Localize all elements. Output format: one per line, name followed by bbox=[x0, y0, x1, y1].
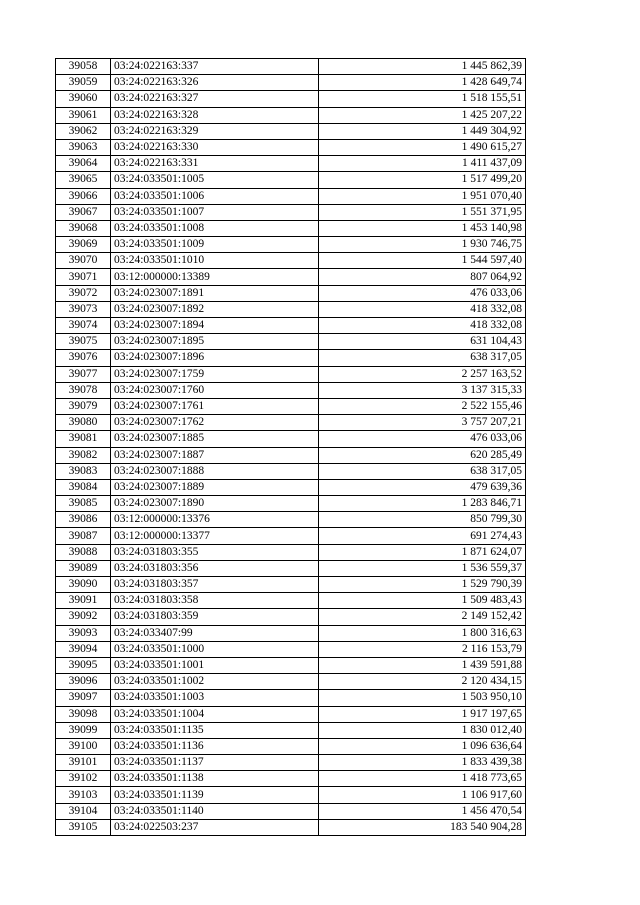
table-row bbox=[56, 366, 526, 382]
table-row bbox=[56, 156, 526, 172]
table-row bbox=[56, 107, 526, 123]
cadastral-value-cell: 1 096 636,64 bbox=[319, 738, 526, 754]
cadastral-value-cell: 3 757 207,21 bbox=[319, 415, 526, 431]
row-number-cell: 39084 bbox=[56, 479, 111, 495]
table-row bbox=[56, 139, 526, 155]
table-row bbox=[56, 690, 526, 706]
table-row bbox=[56, 819, 526, 835]
table-row bbox=[56, 301, 526, 317]
row-number-cell: 39065 bbox=[56, 172, 111, 188]
cadastral-number-cell: 03:24:033501:1001 bbox=[111, 657, 319, 673]
cadastral-number-cell: 03:12:000000:13376 bbox=[111, 512, 319, 528]
cadastral-value-cell: 1 833 439,38 bbox=[319, 755, 526, 771]
table-row bbox=[56, 771, 526, 787]
cadastral-value-cell: 1 425 207,22 bbox=[319, 107, 526, 123]
table-row bbox=[56, 787, 526, 803]
row-number-cell: 39088 bbox=[56, 544, 111, 560]
cadastral-number-cell: 03:24:031803:355 bbox=[111, 544, 319, 560]
cadastral-number-cell: 03:24:033501:1135 bbox=[111, 722, 319, 738]
cadastral-value-cell: 691 274,43 bbox=[319, 528, 526, 544]
row-number-cell: 39060 bbox=[56, 91, 111, 107]
cadastral-number-cell: 03:24:033501:1000 bbox=[111, 641, 319, 657]
table-row bbox=[56, 334, 526, 350]
cadastral-number-cell: 03:24:022163:337 bbox=[111, 59, 319, 75]
cadastral-value-cell: 1 418 773,65 bbox=[319, 771, 526, 787]
cadastral-value-cell: 807 064,92 bbox=[319, 269, 526, 285]
cadastral-number-cell: 03:24:023007:1895 bbox=[111, 334, 319, 350]
table-row bbox=[56, 253, 526, 269]
table-row bbox=[56, 59, 526, 75]
table-row bbox=[56, 91, 526, 107]
row-number-cell: 39096 bbox=[56, 674, 111, 690]
cadastral-number-cell: 03:24:022163:326 bbox=[111, 75, 319, 91]
cadastral-number-cell: 03:24:023007:1894 bbox=[111, 318, 319, 334]
cadastral-value-cell: 1 453 140,98 bbox=[319, 220, 526, 236]
row-number-cell: 39085 bbox=[56, 496, 111, 512]
cadastral-number-cell: 03:24:023007:1762 bbox=[111, 415, 319, 431]
table-row bbox=[56, 496, 526, 512]
cadastral-value-cell: 1 930 746,75 bbox=[319, 237, 526, 253]
cadastral-number-cell: 03:24:023007:1896 bbox=[111, 350, 319, 366]
row-number-cell: 39091 bbox=[56, 593, 111, 609]
table-row bbox=[56, 75, 526, 91]
table-row bbox=[56, 285, 526, 301]
cadastral-value-cell: 418 332,08 bbox=[319, 301, 526, 317]
cadastral-value-cell: 479 639,36 bbox=[319, 479, 526, 495]
row-number-cell: 39063 bbox=[56, 139, 111, 155]
cadastral-value-cell: 2 120 434,15 bbox=[319, 674, 526, 690]
cadastral-value-cell: 1 800 316,63 bbox=[319, 625, 526, 641]
cadastral-value-cell: 1 428 649,74 bbox=[319, 75, 526, 91]
table-row bbox=[56, 382, 526, 398]
table-row bbox=[56, 237, 526, 253]
cadastral-value-cell: 183 540 904,28 bbox=[319, 819, 526, 835]
table-row bbox=[56, 479, 526, 495]
cadastral-number-cell: 03:24:031803:358 bbox=[111, 593, 319, 609]
table-row bbox=[56, 528, 526, 544]
row-number-cell: 39102 bbox=[56, 771, 111, 787]
row-number-cell: 39080 bbox=[56, 415, 111, 431]
row-number-cell: 39070 bbox=[56, 253, 111, 269]
cadastral-value-cell: 1 439 591,88 bbox=[319, 657, 526, 673]
row-number-cell: 39067 bbox=[56, 204, 111, 220]
row-number-cell: 39058 bbox=[56, 59, 111, 75]
cadastral-value-table bbox=[55, 58, 526, 836]
row-number-cell: 39083 bbox=[56, 463, 111, 479]
row-number-cell: 39100 bbox=[56, 738, 111, 754]
table-row bbox=[56, 398, 526, 414]
cadastral-value-cell: 1 536 559,37 bbox=[319, 560, 526, 576]
row-number-cell: 39082 bbox=[56, 447, 111, 463]
table-row bbox=[56, 318, 526, 334]
row-number-cell: 39064 bbox=[56, 156, 111, 172]
cadastral-number-cell: 03:24:022163:327 bbox=[111, 91, 319, 107]
row-number-cell: 39087 bbox=[56, 528, 111, 544]
cadastral-value-cell: 3 137 315,33 bbox=[319, 382, 526, 398]
cadastral-number-cell: 03:24:033501:1004 bbox=[111, 706, 319, 722]
cadastral-number-cell: 03:24:023007:1888 bbox=[111, 463, 319, 479]
table-row bbox=[56, 544, 526, 560]
row-number-cell: 39099 bbox=[56, 722, 111, 738]
cadastral-number-cell: 03:24:033501:1136 bbox=[111, 738, 319, 754]
table-row bbox=[56, 415, 526, 431]
cadastral-number-cell: 03:24:033501:1010 bbox=[111, 253, 319, 269]
cadastral-number-cell: 03:24:033501:1138 bbox=[111, 771, 319, 787]
table-row bbox=[56, 722, 526, 738]
cadastral-number-cell: 03:24:033501:1005 bbox=[111, 172, 319, 188]
cadastral-number-cell: 03:24:033501:1007 bbox=[111, 204, 319, 220]
row-number-cell: 39097 bbox=[56, 690, 111, 706]
row-number-cell: 39079 bbox=[56, 398, 111, 414]
cadastral-value-cell: 638 317,05 bbox=[319, 350, 526, 366]
row-number-cell: 39093 bbox=[56, 625, 111, 641]
cadastral-number-cell: 03:24:033501:1008 bbox=[111, 220, 319, 236]
cadastral-number-cell: 03:24:022163:330 bbox=[111, 139, 319, 155]
row-number-cell: 39069 bbox=[56, 237, 111, 253]
cadastral-value-cell: 418 332,08 bbox=[319, 318, 526, 334]
row-number-cell: 39089 bbox=[56, 560, 111, 576]
cadastral-number-cell: 03:24:033501:1137 bbox=[111, 755, 319, 771]
row-number-cell: 39081 bbox=[56, 431, 111, 447]
cadastral-value-cell: 476 033,06 bbox=[319, 285, 526, 301]
cadastral-number-cell: 03:24:033501:1009 bbox=[111, 237, 319, 253]
table-row bbox=[56, 657, 526, 673]
table-row bbox=[56, 609, 526, 625]
cadastral-value-cell: 631 104,43 bbox=[319, 334, 526, 350]
cadastral-number-cell: 03:24:023007:1760 bbox=[111, 382, 319, 398]
row-number-cell: 39075 bbox=[56, 334, 111, 350]
table-row bbox=[56, 512, 526, 528]
row-number-cell: 39101 bbox=[56, 755, 111, 771]
cadastral-number-cell: 03:24:022503:237 bbox=[111, 819, 319, 835]
cadastral-number-cell: 03:24:033501:1140 bbox=[111, 803, 319, 819]
cadastral-value-cell: 1 445 862,39 bbox=[319, 59, 526, 75]
row-number-cell: 39094 bbox=[56, 641, 111, 657]
row-number-cell: 39090 bbox=[56, 577, 111, 593]
row-number-cell: 39103 bbox=[56, 787, 111, 803]
table-row bbox=[56, 625, 526, 641]
table-row bbox=[56, 204, 526, 220]
table-row bbox=[56, 755, 526, 771]
cadastral-value-cell: 1 529 790,39 bbox=[319, 577, 526, 593]
cadastral-number-cell: 03:24:023007:1759 bbox=[111, 366, 319, 382]
cadastral-value-cell: 1 503 950,10 bbox=[319, 690, 526, 706]
cadastral-value-cell: 2 116 153,79 bbox=[319, 641, 526, 657]
table-row bbox=[56, 593, 526, 609]
cadastral-number-cell: 03:24:033501:1006 bbox=[111, 188, 319, 204]
cadastral-number-cell: 03:12:000000:13377 bbox=[111, 528, 319, 544]
table-body bbox=[56, 59, 526, 836]
row-number-cell: 39073 bbox=[56, 301, 111, 317]
row-number-cell: 39078 bbox=[56, 382, 111, 398]
row-number-cell: 39071 bbox=[56, 269, 111, 285]
table-row bbox=[56, 738, 526, 754]
row-number-cell: 39074 bbox=[56, 318, 111, 334]
cadastral-number-cell: 03:24:031803:359 bbox=[111, 609, 319, 625]
cadastral-value-cell: 1 411 437,09 bbox=[319, 156, 526, 172]
cadastral-number-cell: 03:24:033501:1002 bbox=[111, 674, 319, 690]
table-row bbox=[56, 641, 526, 657]
table-row bbox=[56, 431, 526, 447]
row-number-cell: 39066 bbox=[56, 188, 111, 204]
cadastral-value-cell: 1 917 197,65 bbox=[319, 706, 526, 722]
row-number-cell: 39059 bbox=[56, 75, 111, 91]
table-row bbox=[56, 350, 526, 366]
cadastral-number-cell: 03:24:023007:1761 bbox=[111, 398, 319, 414]
table-row bbox=[56, 220, 526, 236]
row-number-cell: 39061 bbox=[56, 107, 111, 123]
cadastral-value-cell: 1 449 304,92 bbox=[319, 123, 526, 139]
cadastral-number-cell: 03:24:022163:329 bbox=[111, 123, 319, 139]
row-number-cell: 39092 bbox=[56, 609, 111, 625]
cadastral-number-cell: 03:24:023007:1890 bbox=[111, 496, 319, 512]
cadastral-number-cell: 03:24:031803:357 bbox=[111, 577, 319, 593]
cadastral-number-cell: 03:24:023007:1887 bbox=[111, 447, 319, 463]
cadastral-value-cell: 1 830 012,40 bbox=[319, 722, 526, 738]
cadastral-number-cell: 03:24:022163:328 bbox=[111, 107, 319, 123]
table-row bbox=[56, 577, 526, 593]
cadastral-number-cell: 03:24:023007:1892 bbox=[111, 301, 319, 317]
cadastral-value-cell: 1 871 624,07 bbox=[319, 544, 526, 560]
row-number-cell: 39068 bbox=[56, 220, 111, 236]
cadastral-value-cell: 2 522 155,46 bbox=[319, 398, 526, 414]
cadastral-number-cell: 03:24:031803:356 bbox=[111, 560, 319, 576]
cadastral-value-cell: 850 799,30 bbox=[319, 512, 526, 528]
cadastral-number-cell: 03:24:023007:1889 bbox=[111, 479, 319, 495]
table-row bbox=[56, 803, 526, 819]
cadastral-value-cell: 1 518 155,51 bbox=[319, 91, 526, 107]
cadastral-value-cell: 1 544 597,40 bbox=[319, 253, 526, 269]
document-table-container bbox=[55, 58, 525, 836]
cadastral-value-cell: 1 517 499,20 bbox=[319, 172, 526, 188]
cadastral-value-cell: 2 149 152,42 bbox=[319, 609, 526, 625]
table-row bbox=[56, 447, 526, 463]
row-number-cell: 39104 bbox=[56, 803, 111, 819]
cadastral-value-cell: 1 951 070,40 bbox=[319, 188, 526, 204]
cadastral-value-cell: 1 106 917,60 bbox=[319, 787, 526, 803]
row-number-cell: 39098 bbox=[56, 706, 111, 722]
cadastral-number-cell: 03:24:023007:1885 bbox=[111, 431, 319, 447]
table-row bbox=[56, 123, 526, 139]
row-number-cell: 39095 bbox=[56, 657, 111, 673]
cadastral-number-cell: 03:12:000000:13389 bbox=[111, 269, 319, 285]
row-number-cell: 39062 bbox=[56, 123, 111, 139]
cadastral-value-cell: 620 285,49 bbox=[319, 447, 526, 463]
table-row bbox=[56, 463, 526, 479]
cadastral-number-cell: 03:24:033501:1139 bbox=[111, 787, 319, 803]
cadastral-number-cell: 03:24:022163:331 bbox=[111, 156, 319, 172]
cadastral-number-cell: 03:24:033407:99 bbox=[111, 625, 319, 641]
table-row bbox=[56, 674, 526, 690]
row-number-cell: 39105 bbox=[56, 819, 111, 835]
cadastral-value-cell: 2 257 163,52 bbox=[319, 366, 526, 382]
cadastral-value-cell: 1 490 615,27 bbox=[319, 139, 526, 155]
table-row bbox=[56, 706, 526, 722]
table-row bbox=[56, 172, 526, 188]
cadastral-number-cell: 03:24:023007:1891 bbox=[111, 285, 319, 301]
row-number-cell: 39077 bbox=[56, 366, 111, 382]
table-row bbox=[56, 188, 526, 204]
cadastral-value-cell: 1 551 371,95 bbox=[319, 204, 526, 220]
row-number-cell: 39086 bbox=[56, 512, 111, 528]
cadastral-value-cell: 476 033,06 bbox=[319, 431, 526, 447]
table-row bbox=[56, 269, 526, 285]
cadastral-value-cell: 1 509 483,43 bbox=[319, 593, 526, 609]
row-number-cell: 39076 bbox=[56, 350, 111, 366]
cadastral-number-cell: 03:24:033501:1003 bbox=[111, 690, 319, 706]
cadastral-value-cell: 1 283 846,71 bbox=[319, 496, 526, 512]
cadastral-value-cell: 638 317,05 bbox=[319, 463, 526, 479]
table-row bbox=[56, 560, 526, 576]
row-number-cell: 39072 bbox=[56, 285, 111, 301]
cadastral-value-cell: 1 456 470,54 bbox=[319, 803, 526, 819]
